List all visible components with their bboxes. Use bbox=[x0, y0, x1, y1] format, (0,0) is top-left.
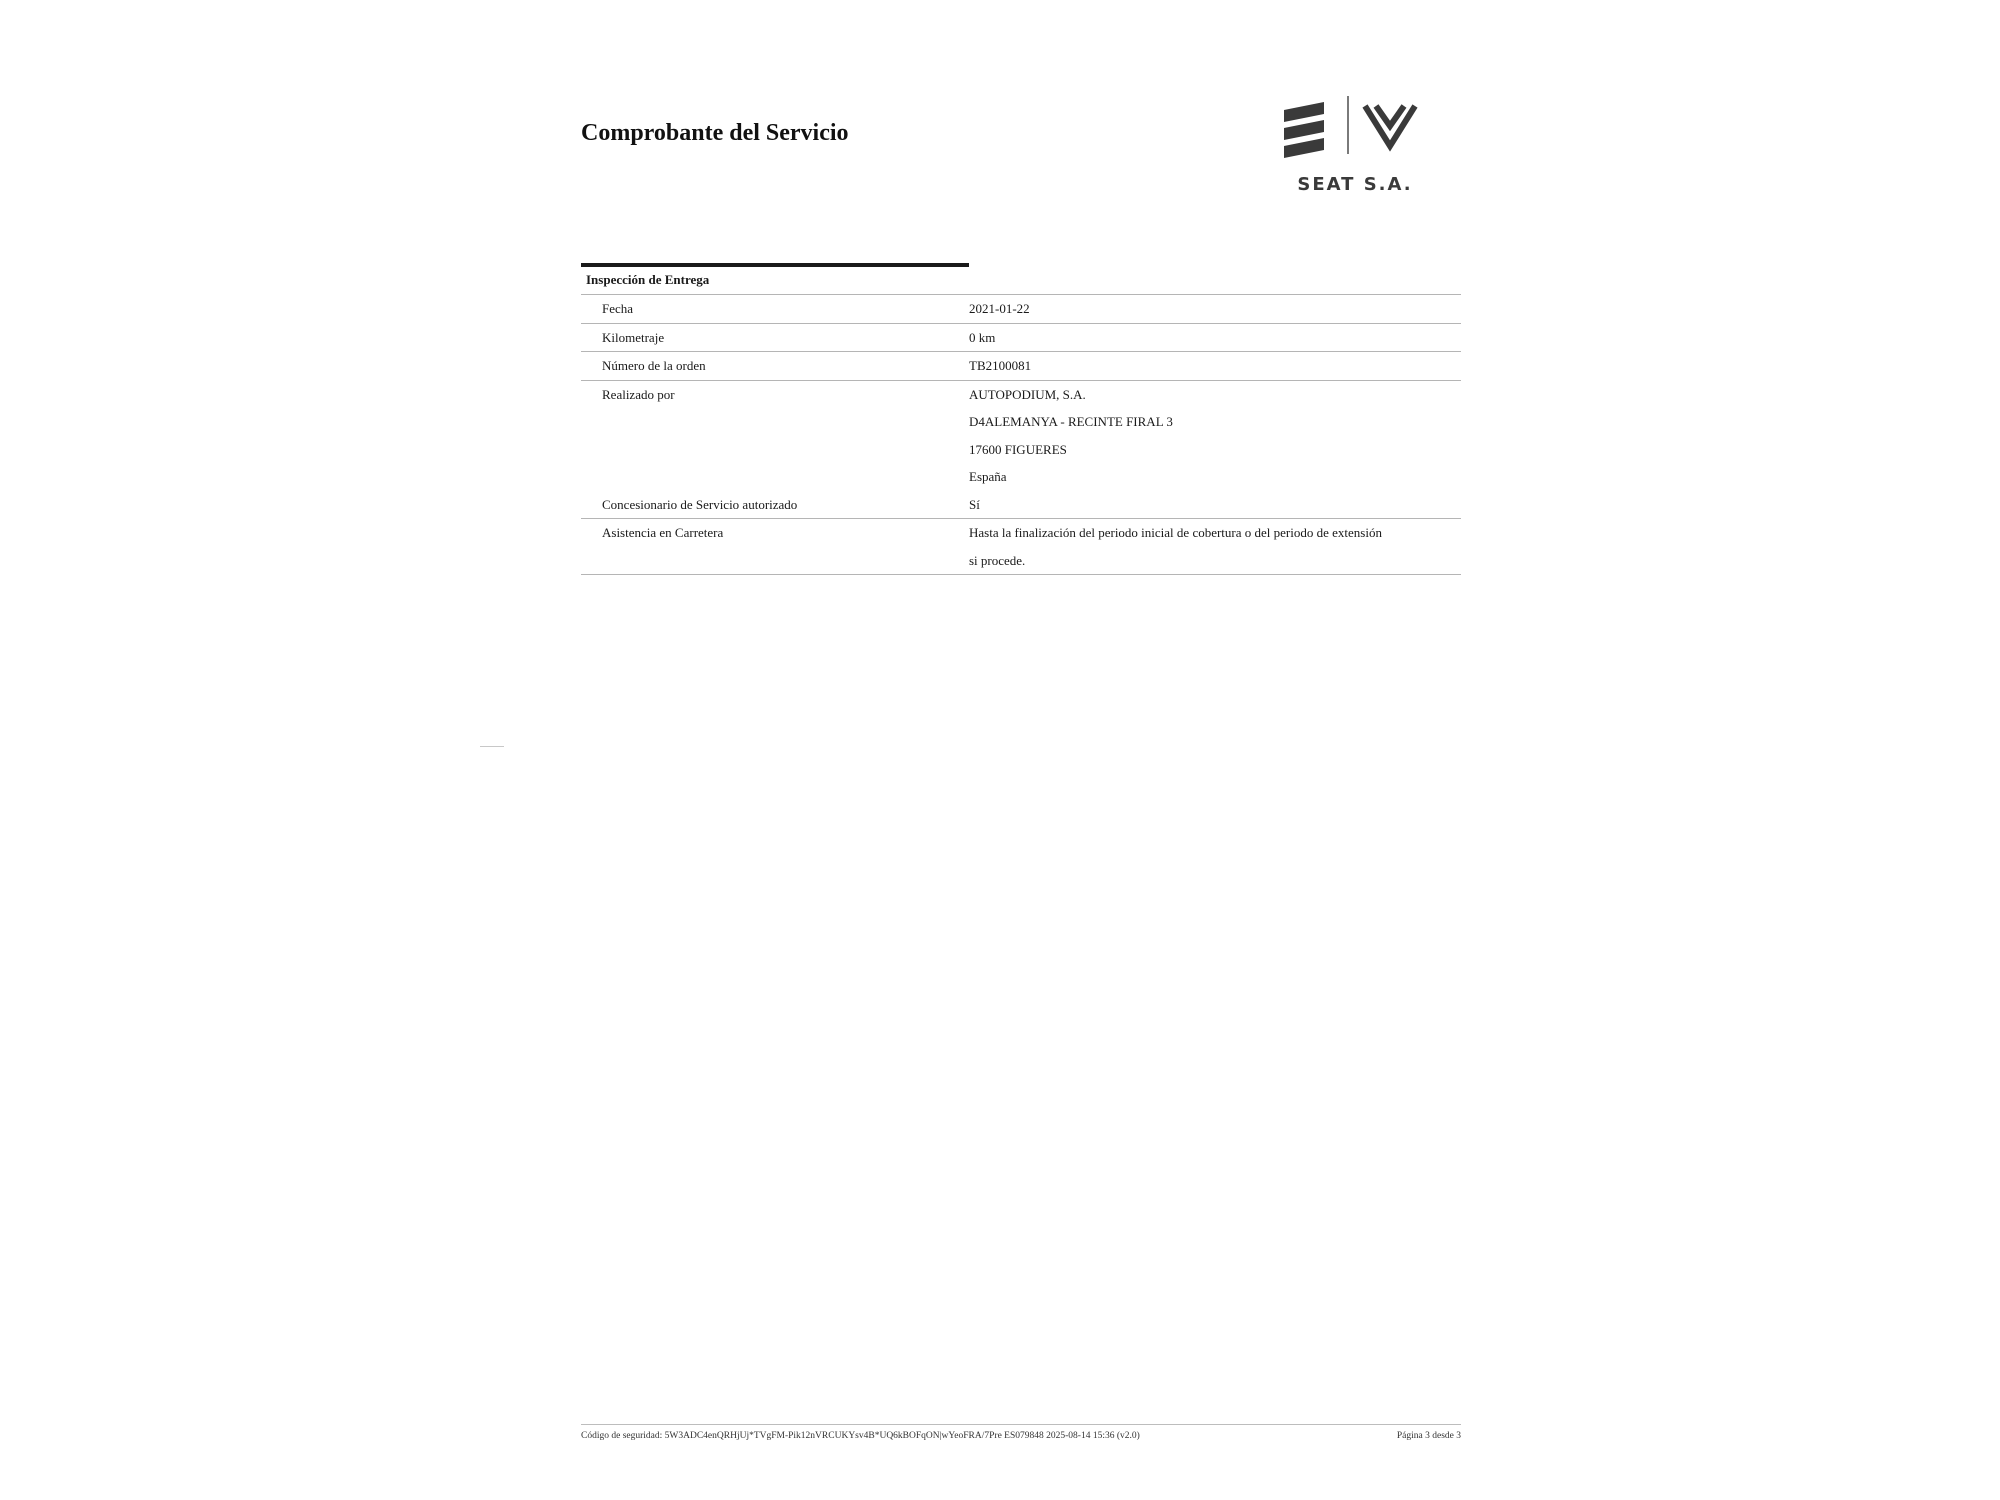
row-label: Asistencia en Carretera bbox=[602, 525, 724, 540]
value-line: Hasta la finalización del periodo inicial de cobertura o del periodo de extensión bbox=[969, 525, 1382, 540]
value-line: 0 km bbox=[969, 329, 996, 345]
value-line: AUTOPODIUM, S.A. bbox=[969, 386, 1086, 402]
section-title: Inspección de Entrega bbox=[586, 272, 710, 287]
value-line: 17600 FIGUERES bbox=[969, 441, 1067, 457]
table-row bbox=[581, 491, 1461, 520]
table-row bbox=[581, 519, 1461, 575]
value-line: España bbox=[969, 469, 1007, 484]
row-label: Número de la orden bbox=[602, 358, 706, 373]
row-value bbox=[969, 491, 1461, 519]
row-value bbox=[969, 324, 1461, 352]
footer-divider bbox=[581, 1424, 1461, 1425]
seat-cupra-logo bbox=[1280, 92, 1430, 202]
table-row bbox=[581, 295, 1461, 324]
value-line: D4ALEMANYA - RECINTE FIRAL 3 bbox=[969, 414, 1173, 429]
value-line: TB2100081 bbox=[969, 358, 1032, 373]
row-value bbox=[969, 519, 1461, 574]
stray-mark bbox=[480, 746, 504, 747]
table-row bbox=[581, 352, 1461, 381]
table-row bbox=[581, 381, 1461, 491]
row-label: Concesionario de Servicio autorizado bbox=[602, 496, 798, 512]
row-value bbox=[969, 352, 1461, 380]
section-accent-bar bbox=[581, 263, 969, 267]
value-line: Sí bbox=[969, 496, 980, 512]
company-name: SEAT S.A. bbox=[1297, 174, 1413, 195]
seat-logo-icon bbox=[1280, 92, 1430, 172]
table-row bbox=[581, 324, 1461, 353]
inspection-table bbox=[581, 295, 1461, 575]
row-label: Fecha bbox=[602, 301, 634, 316]
row-label: Kilometraje bbox=[602, 329, 665, 345]
value-line: 2021-01-22 bbox=[969, 301, 1030, 316]
row-value bbox=[969, 381, 1461, 491]
security-code: Código de seguridad: 5W3ADC4enQRHjUj*TVgFM-Pik12nVRCUKYsv4B*UQ6kBOFqON|wYeoFRA/7Pre ES079848 2025-08-14 15:36 (v2.0) bbox=[581, 1431, 1140, 1441]
page-title: Comprobante del Servicio bbox=[581, 120, 849, 146]
page-number: Página 3 desde 3 bbox=[1396, 1431, 1461, 1441]
row-value bbox=[969, 295, 1461, 323]
row-label: Realizado por bbox=[602, 386, 675, 402]
value-line: si procede. bbox=[969, 552, 1026, 568]
